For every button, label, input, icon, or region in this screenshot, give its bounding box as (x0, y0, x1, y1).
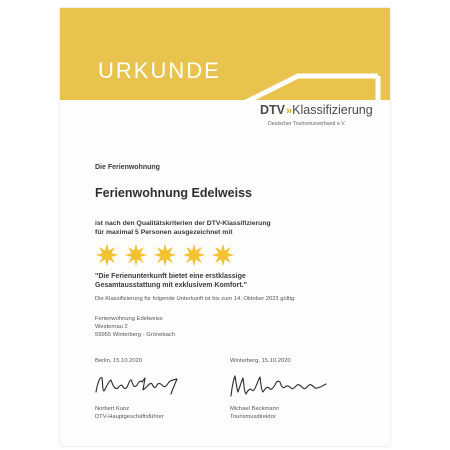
property-name: Ferienwohnung Edelweiss (95, 186, 252, 200)
star-rating (95, 243, 235, 267)
signer-2-role: Tourismusdirektor (230, 414, 276, 420)
signer-1 (95, 405, 164, 421)
dtv-logo (260, 103, 373, 117)
criteria-line: für maximal 5 Personen ausgezeichnet mit (95, 228, 233, 236)
signature-1-icon (93, 370, 188, 400)
category-label: Die Ferienwohnung (95, 164, 160, 171)
logo-chevrons: » (286, 105, 291, 117)
logo-brand: DTV (260, 103, 285, 117)
signer-1-name: Norbert Kunz (95, 406, 130, 412)
address-block (95, 315, 175, 339)
address-line: 59955 Winterberg - Grönebach (95, 332, 175, 338)
criteria-line: ist nach den Qualitätskriterien der DTV-Klassifizierung (95, 220, 271, 227)
criteria-text (95, 220, 271, 237)
star-icon (211, 243, 235, 267)
quote-line: "Die Ferienunterkunft bietet eine erstklassige (95, 273, 246, 280)
rating-quote (95, 273, 247, 290)
address-line: Ferienwohnung Edelweiss (95, 316, 163, 322)
place-date-winterberg: Winterberg, 15.10.2020 (230, 358, 291, 364)
address-line: Westernau 2 (95, 324, 128, 330)
place-date-berlin: Berlin, 15.10.2020 (95, 358, 143, 364)
certificate-title: URKUNDE (98, 58, 221, 83)
signer-2-name: Michael Beckmann (230, 406, 279, 412)
certificate-sheet (60, 8, 390, 446)
star-icon (153, 243, 177, 267)
star-icon (95, 243, 119, 267)
quote-line: Gesamtausstattung mit exklusivem Komfort." (95, 281, 247, 289)
signer-1-role: DTV-Hauptgeschäftsführer (95, 414, 164, 420)
signer-2 (230, 405, 279, 421)
signature-2-icon (228, 372, 338, 400)
star-icon (182, 243, 206, 267)
logo-subtitle: Deutscher Tourismusverband e.V. (268, 121, 346, 127)
star-icon (124, 243, 148, 267)
validity-text: Die Klassifizierung für folgende Unterkunft ist bis zum 14. Oktober 2023 gültig: (95, 296, 296, 302)
logo-word: Klassifizierung (292, 103, 373, 117)
